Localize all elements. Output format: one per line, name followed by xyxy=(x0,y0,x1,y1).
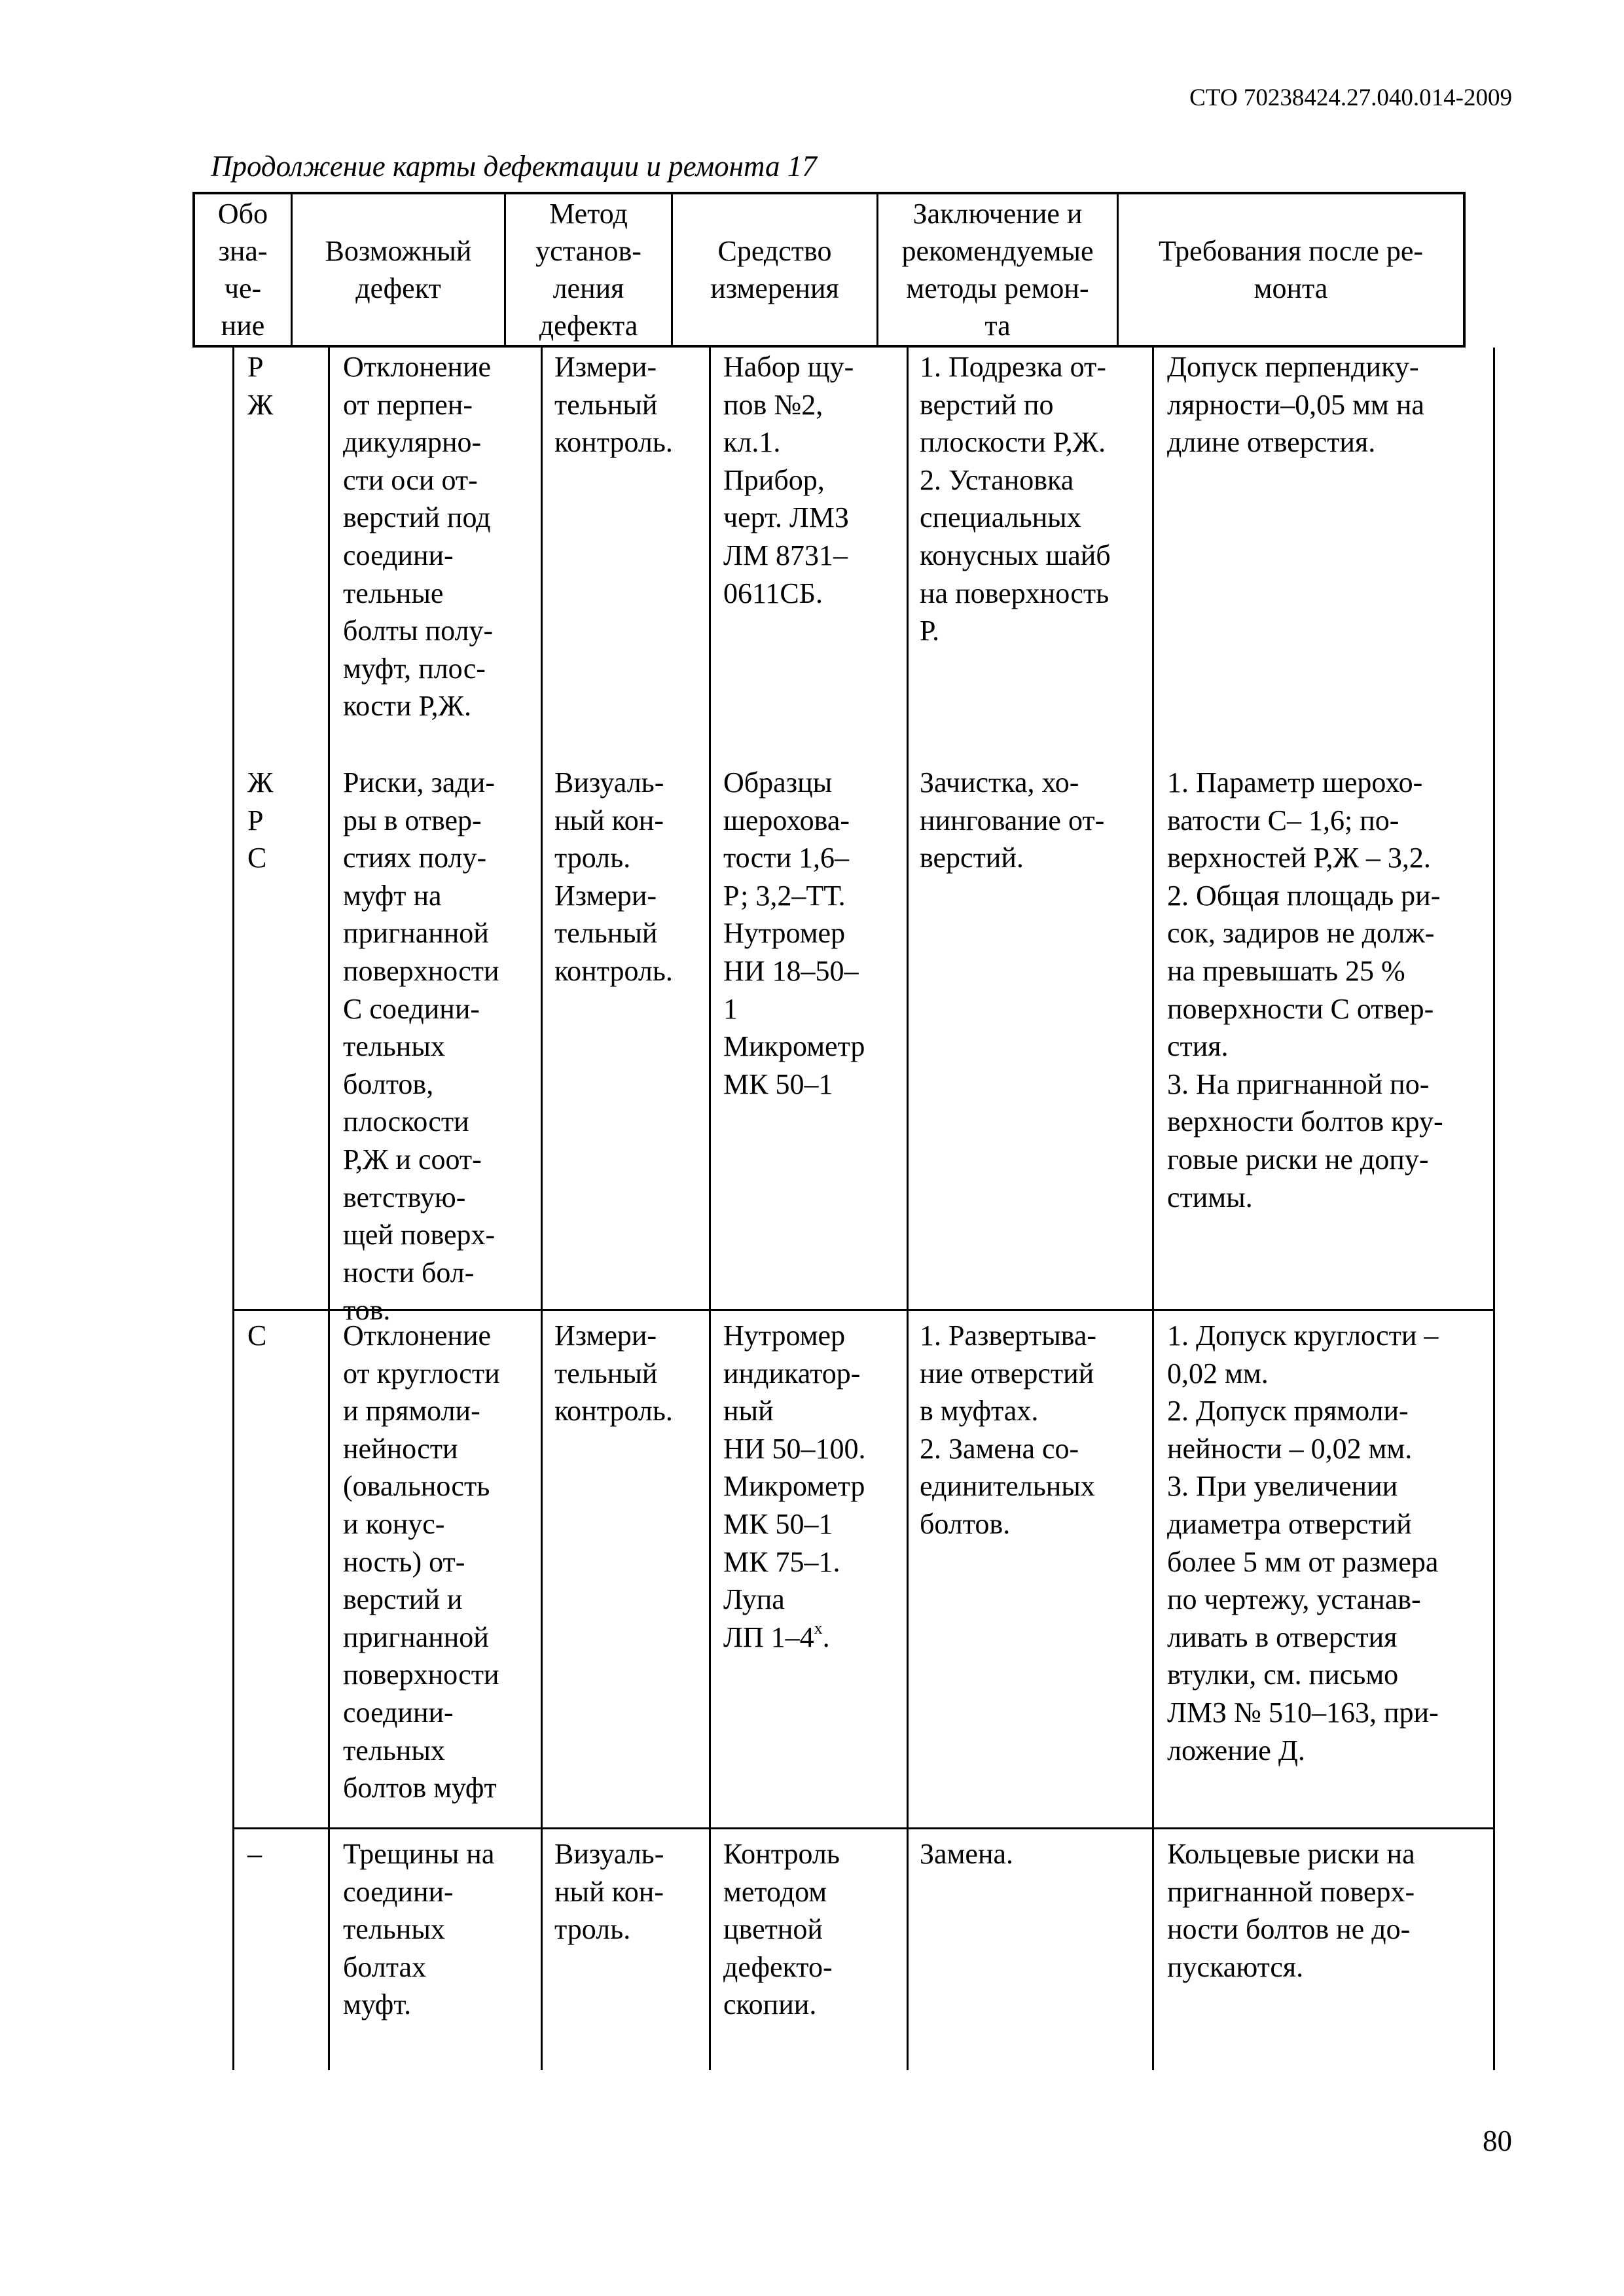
row-divider xyxy=(232,1827,1495,1829)
cell-requirements: 1. Параметр шерохо- ватости С– 1,6; по- верхностей Р,Ж – 3,2. 2. Общая площадь ри- сок, задиров не долж- на превышать 25 % поверхности С отвер- стия. 3. На пригнанной по- верхности болтов кру- говые риски не допу- стимы. xyxy=(1167,766,1443,1213)
cell-method: Визуаль- ный кон- троль. Измери- тельный контроль. xyxy=(554,766,673,987)
cell-designation: – xyxy=(247,1838,262,1870)
grid-line xyxy=(328,348,330,2070)
cell-defect: Трещины на соедини- тельных болтах муфт. xyxy=(343,1838,495,2021)
cell-instrument: Нутромер индикатор- ный НИ 50–100. Микрометр МК 50–1 МК 75–1. Лупа ЛП $1-4^х$. xyxy=(723,1319,866,1653)
table-header xyxy=(192,192,1466,348)
cell-designation: Ж Р С xyxy=(247,766,274,874)
page-number: 80 xyxy=(1483,2125,1512,2157)
cell-designation: С xyxy=(247,1319,267,1352)
cell-instrument: Набор щу- пов №2, кл.1. Прибор, черт. ЛМЗ ЛМ 8731– 0611СБ. xyxy=(723,351,854,609)
header-requirements: Требования после ре- монта xyxy=(1158,235,1423,304)
grid-line xyxy=(1493,348,1495,2070)
cell-defect: Отклонение от перпен- дикулярно- сти оси от- верстий под соедини- тельные болты полу- муфт, плос- кости Р,Ж. xyxy=(343,351,494,723)
header-instrument: Средство измерения xyxy=(710,235,839,304)
cell-requirements: Кольцевые риски на пригнанной поверх- ности болтов не до- пускаются. xyxy=(1167,1838,1415,1983)
cell-designation: Р Ж xyxy=(247,351,274,421)
cell-defect: Риски, зади- ры в отвер- стиях полу- муфт на пригнанной поверхности С соедини- тельных болтов, плоскости Р,Ж и соот- ветствую- щей поверх- ности бол- тов. xyxy=(343,766,499,1327)
header-designation: Обо зна- че- ние xyxy=(217,198,268,342)
grid-line xyxy=(709,348,711,2070)
cell-repair: 1. Подрезка от- верстий по плоскости Р,Ж. 2. Установка специальных конусных шайб на поверхность Р. xyxy=(920,351,1111,647)
cell-repair: Зачистка, хо- нингование от- верстий. xyxy=(920,766,1105,874)
table-caption: Продолжение карты дефектации и ремонта 17 xyxy=(211,150,817,183)
superscript: х xyxy=(814,1618,823,1638)
header-defect: Возможный дефект xyxy=(325,235,472,304)
cell-method: Измери- тельный контроль. xyxy=(554,1319,673,1427)
header-repair: Заключение и рекомендуемые методы ремон- та xyxy=(901,198,1094,342)
grid-line xyxy=(1152,348,1154,2070)
cell-repair: Замена. xyxy=(920,1838,1014,1870)
cell-repair: 1. Развертыва- ние отверстий в муфтах. 2. Замена со- единительных болтов. xyxy=(920,1319,1097,1540)
cell-requirements: Допуск перпендику- лярности–0,05 мм на длине отверстия. xyxy=(1167,351,1424,459)
cell-instrument: Образцы шерохова- тости 1,6– Р; 3,2–ТТ. Нутромер НИ 18–50– 1 Микрометр МК 50–1 xyxy=(723,766,865,1100)
cell-requirements: 1. Допуск круглости – 0,02 мм. 2. Допуск прямоли- нейности – 0,02 мм. 3. При увеличении диаметра отверстий более 5 мм от размера по чертежу, устанав- ливать в отверстия втулки, см. письмо ЛМЗ № 510–163, при- ложение Д. xyxy=(1167,1319,1439,1767)
cell-method: Визуаль- ный кон- троль. xyxy=(554,1838,664,1946)
grid-line xyxy=(907,348,909,2070)
grid-line xyxy=(232,348,234,2070)
grid-line xyxy=(541,348,543,2070)
document-code: СТО 70238424.27.040.014-2009 xyxy=(1189,84,1512,111)
cell-instrument: Контроль методом цветной дефекто- скопии. xyxy=(723,1838,840,2021)
header-method: Метод установ- ления дефекта xyxy=(535,198,641,342)
cell-defect: Отклонение от круглости и прямоли- нейности (овальность и конус- ность) от- верстий и пригнанной поверхности соедини- тельных болтов муфт xyxy=(343,1319,500,1804)
cell-method: Измери- тельный контроль. xyxy=(554,351,673,459)
